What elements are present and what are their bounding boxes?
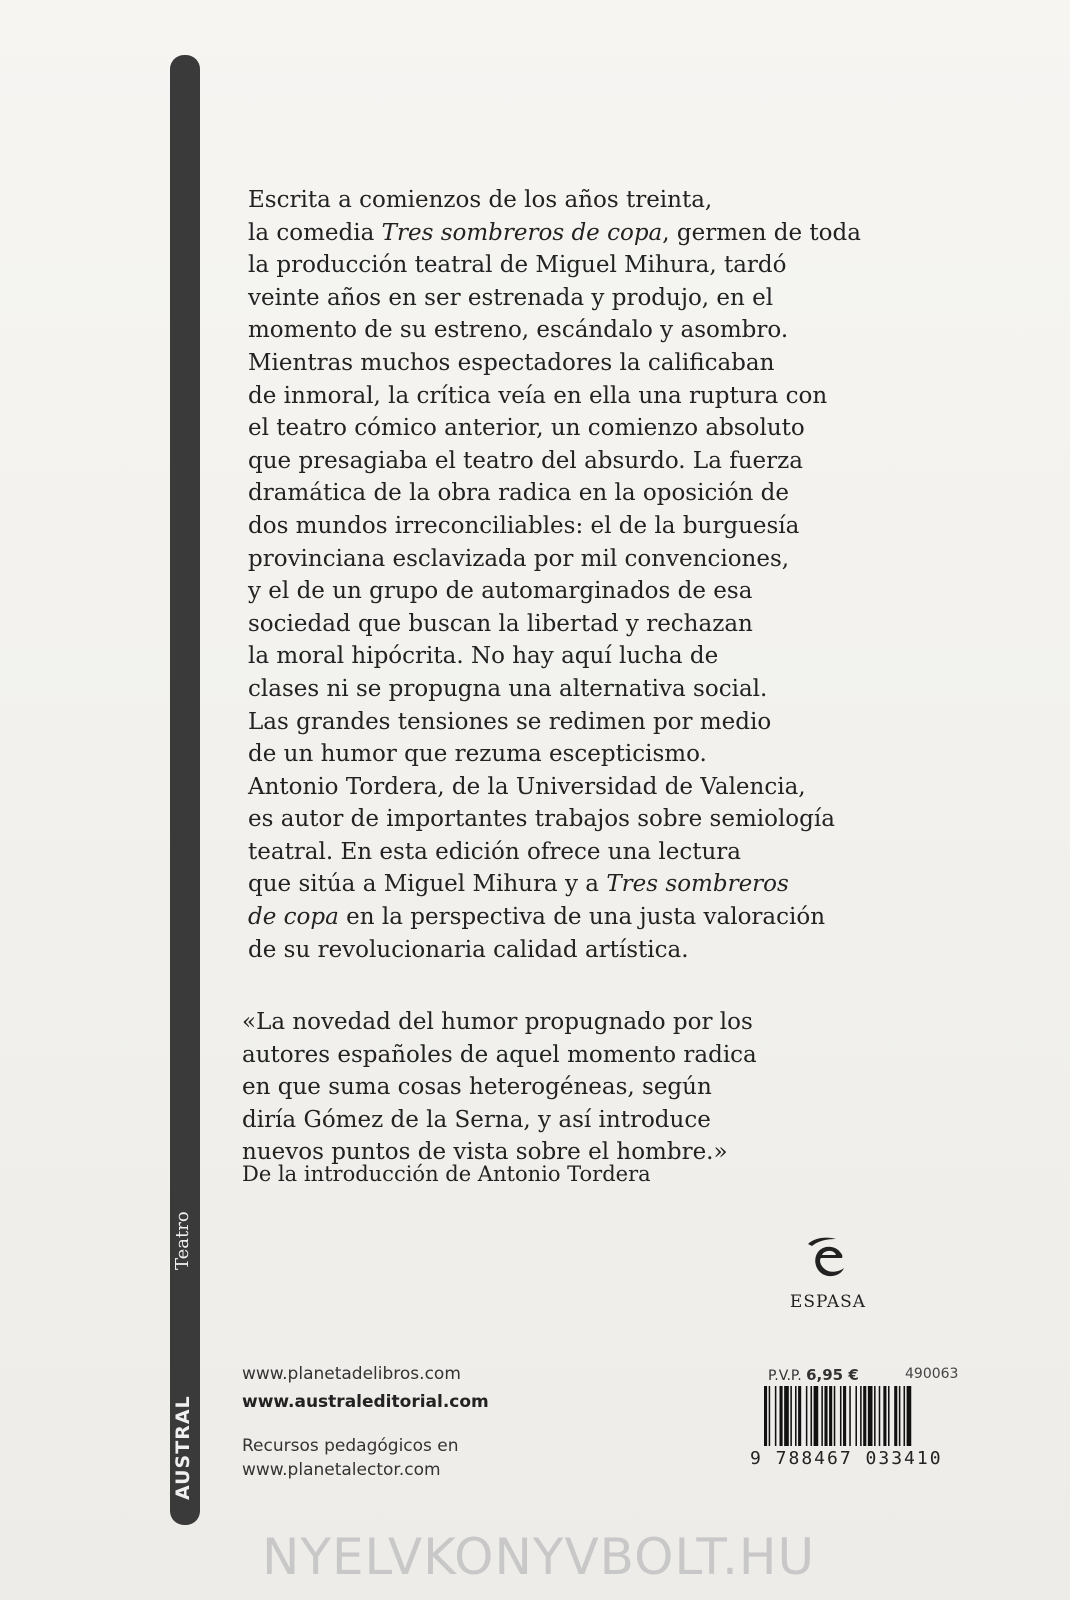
barcode-bar [840, 1386, 842, 1446]
barcode-bar [879, 1386, 881, 1446]
quote-line: «La novedad del humor propugnado por los [242, 1009, 753, 1035]
barcode-bar [811, 1386, 813, 1446]
quote-attribution: De la introducción de Antonio Tordera [242, 1162, 651, 1186]
barcode-bar [888, 1386, 890, 1446]
barcode-bar [798, 1386, 801, 1446]
barcode-bar [814, 1386, 819, 1446]
barcode-bar [795, 1386, 797, 1446]
isbn-number: 9 788467 033410 [750, 1448, 943, 1469]
barcode-bar [764, 1386, 767, 1446]
blurb-line: que presagiaba el teatro del absurdo. La fuerza [248, 447, 803, 474]
quote-line: autores españoles de aquel momento radica [242, 1041, 757, 1068]
blurb-line: es autor de importantes trabajos sobre semiología [248, 806, 835, 833]
quote-line: nuevos puntos de vista sobre el hombre.» [242, 1139, 728, 1166]
blurb-line: sociedad que buscan la libertad y rechazan [248, 610, 753, 637]
barcode-bar [855, 1386, 857, 1446]
quote-line: en que suma cosas heterogéneas, según [242, 1074, 712, 1101]
quote-line: diría Gómez de la Serna, y así introduce [242, 1106, 711, 1133]
blurb-line: clases ni se propugna una alternativa social. [248, 675, 768, 702]
barcode-bar [821, 1386, 823, 1446]
barcode-bar [907, 1386, 912, 1446]
barcode-bar [834, 1386, 836, 1446]
spine-collection: Teatro [172, 1211, 193, 1270]
barcode-bar [775, 1386, 777, 1446]
barcode-bar [849, 1386, 851, 1446]
barcode-bar [829, 1386, 832, 1446]
product-code: 490063 [905, 1366, 959, 1382]
blurb-line: la producción teatral de Miguel Mihura, tardó [248, 252, 787, 279]
blurb-line: y el de un grupo de automarginados de esa [248, 578, 753, 605]
barcode-bar [894, 1386, 897, 1446]
publisher-logo [773, 1230, 883, 1312]
barcode-bar [874, 1386, 876, 1446]
blurb-line: de copa en la perspectiva de una justa valoración [248, 904, 826, 931]
blurb-line: que sitúa a Miguel Mihura y a Tres sombreros [248, 871, 789, 898]
blurb-line: veinte años en ser estrenada y produjo, en el [248, 284, 774, 311]
blurb-line: la moral hipócrita. No hay aquí lucha de [248, 643, 719, 670]
website-link[interactable]: www.planetadelibros.com [242, 1364, 461, 1384]
blurb-line: Mientras muchos espectadores la calificaban [248, 349, 775, 376]
barcode-bar [883, 1386, 886, 1446]
watermark: NYELVKONYVBOLT.HU [262, 1528, 816, 1586]
blurb-line: Las grandes tensiones se redimen por medio [248, 708, 772, 735]
blurb-line: el teatro cómico anterior, un comienzo absoluto [248, 415, 805, 442]
blurb-line: momento de su estreno, escándalo y asombro. [248, 317, 789, 344]
price [768, 1366, 859, 1384]
barcode [760, 1386, 960, 1448]
blurb-line: Antonio Tordera, de la Universidad de Valencia, [248, 773, 806, 800]
blurb-line: provinciana esclavizada por mil convenciones, [248, 545, 790, 572]
barcode-bar [863, 1386, 866, 1446]
website-link[interactable]: www.planetalector.com [242, 1460, 441, 1480]
price-label: P.V.P. [768, 1368, 802, 1384]
barcode-bar [769, 1386, 771, 1446]
barcode-bar [806, 1386, 808, 1446]
spine-brand: AUSTRAL [172, 1395, 194, 1500]
barcode-bar [790, 1386, 792, 1446]
barcode-bar [824, 1386, 827, 1446]
barcode-bar [843, 1386, 846, 1446]
barcode-bar [780, 1386, 783, 1446]
barcode-bar [784, 1386, 789, 1446]
blurb-line: dramática de la obra radica en la oposición de [248, 480, 789, 507]
blurb-line: teatral. En esta edición ofrece una lectura [248, 838, 742, 865]
spine-bar [170, 55, 200, 1525]
intro-quote [242, 1006, 862, 1169]
website-link-bold[interactable]: www.australeditorial.com [242, 1392, 489, 1412]
barcode-bar [904, 1386, 906, 1446]
barcode-bar [899, 1386, 901, 1446]
blurb-line: de un humor que rezuma escepticismo. [248, 741, 707, 768]
price-value: 6,95 € [806, 1366, 859, 1384]
blurb-line: la comedia Tres sombreros de copa, germen de toda [248, 219, 861, 246]
blurb-line: Escrita a comienzos de los años treinta, [248, 187, 713, 213]
blurb-line: dos mundos irreconciliables: el de la burguesía [248, 512, 800, 539]
barcode-bar [860, 1386, 862, 1446]
blurb-line: de su revolucionaria calidad artística. [248, 936, 689, 963]
publisher-name: ESPASA [789, 1292, 867, 1312]
resources-label: Recursos pedagógicos en [242, 1436, 459, 1456]
blurb-line: de inmoral, la crítica veía en ella una ruptura con [248, 382, 828, 409]
blurb-text [248, 184, 868, 966]
barcode-bar [868, 1386, 873, 1446]
espasa-e-logo-icon [800, 1230, 856, 1288]
